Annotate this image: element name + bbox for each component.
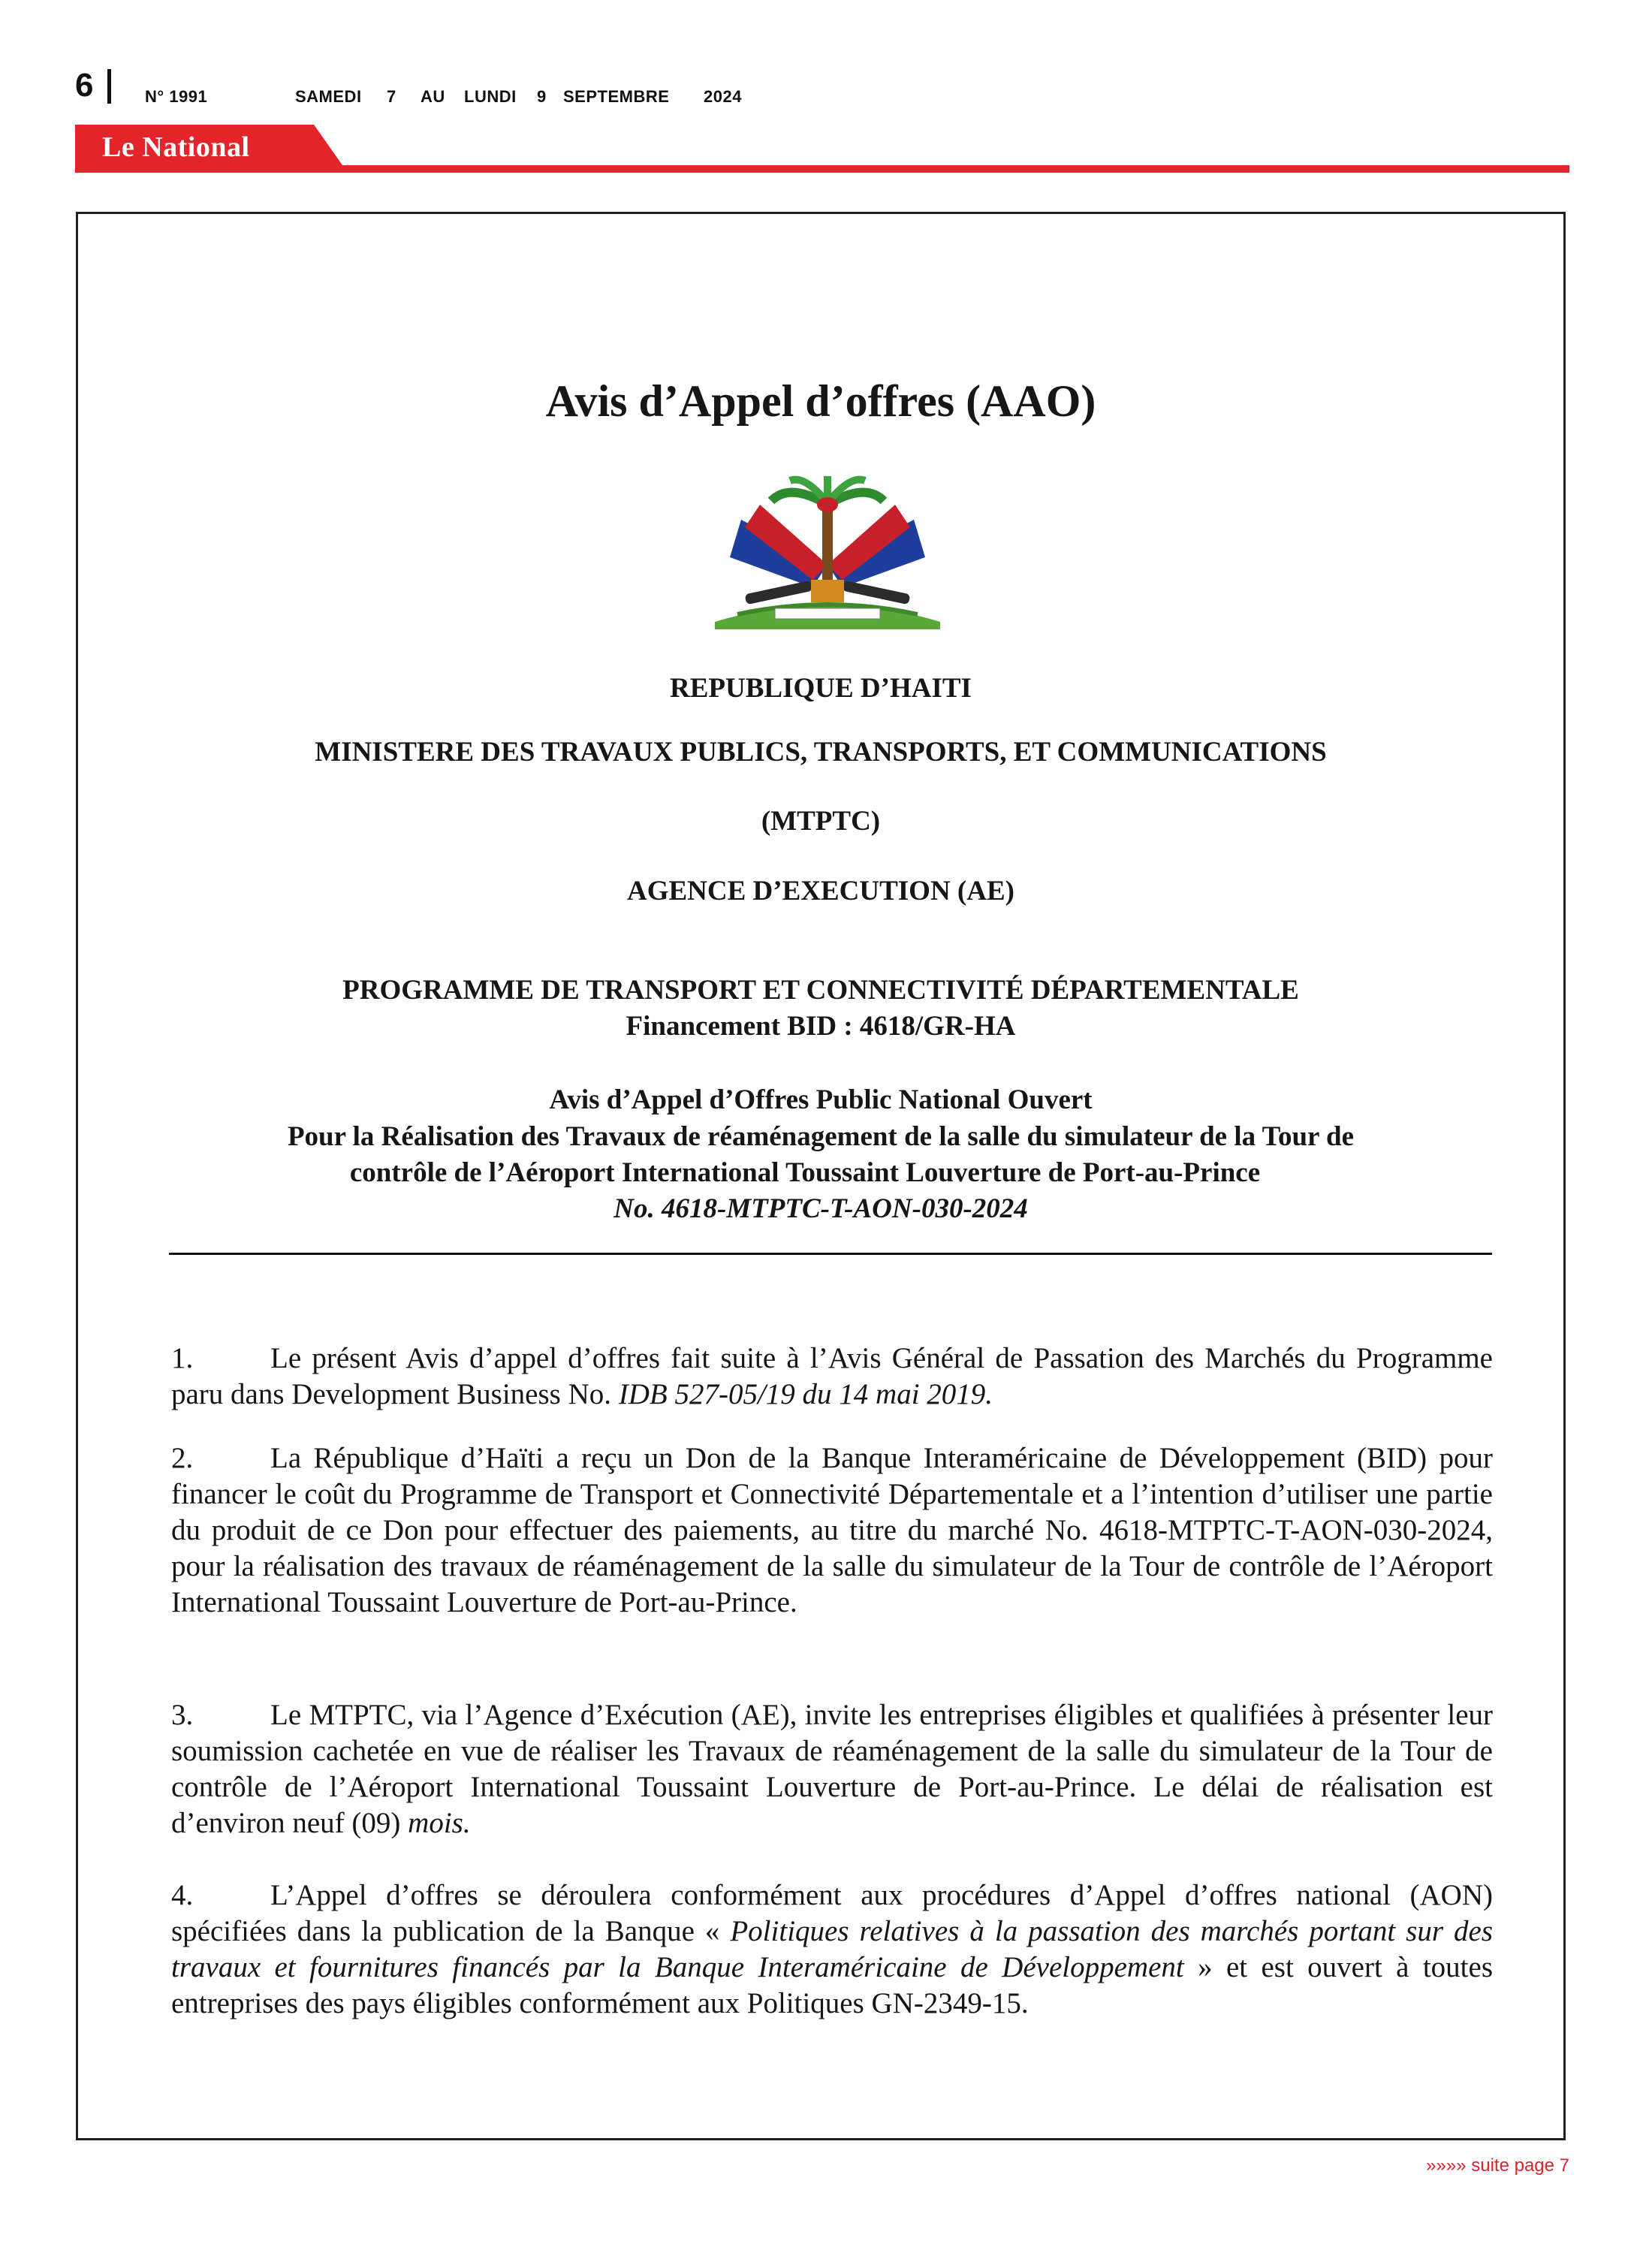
page-number: 6 bbox=[75, 67, 94, 104]
avis-heading: Avis d’Appel d’Offres Public National Ouvert bbox=[549, 1084, 1093, 1115]
paragraph-1 bbox=[171, 1341, 1493, 1413]
paragraph-text: Le MTPTC, via l’Agence d’Exécution (AE), invite les entreprises éligibles et qualifiées à présenter leur soumission cachetée en vue de réaliser les Travaux de réaménagement de la salle du simulateur de la Tour de contrôle de l’Aéroport International Toussaint Louverture de Port-au-Prince. Le délai de réalisation est d’environ neuf (09) bbox=[171, 1699, 1493, 1839]
agency-heading: AGENCE D’EXECUTION (AE) bbox=[627, 876, 1014, 906]
object-line-2: contrôle de l’Aéroport International Toussaint Louverture de Port-au-Prince bbox=[349, 1157, 1261, 1188]
notice-title: Avis d’Appel d’offres (AAO) bbox=[545, 376, 1096, 426]
date-num-end: 9 bbox=[537, 87, 547, 106]
paragraph-number: 4. bbox=[171, 1879, 194, 1911]
brand-name: Le National bbox=[102, 131, 250, 163]
paragraph-3 bbox=[171, 1697, 1493, 1841]
paragraph-text: Le présent Avis d’appel d’offres fait suite à l’Avis Général de Passation des Marchés du Programme paru dans Development Business No. bbox=[171, 1342, 1493, 1410]
financing-line: Financement BID : 4618/GR-HA bbox=[626, 1011, 1016, 1042]
date-day-start: SAMEDI bbox=[295, 87, 362, 106]
coat-of-arms-icon bbox=[700, 475, 955, 632]
ministry-heading: MINISTERE DES TRAVAUX PUBLICS, TRANSPORTS, ET COMMUNICATIONS bbox=[315, 737, 1327, 768]
paragraph-2 bbox=[171, 1440, 1493, 1621]
date-year: 2024 bbox=[704, 87, 742, 106]
paragraph-italic: Politiques relatives à la passation des marchés portant sur des travaux et fournitures financés par la Banque Interaméricaine de Développement bbox=[171, 1915, 1493, 1983]
paragraph-italic: IDB 527-05/19 du 14 mai 2019. bbox=[618, 1378, 993, 1410]
date-month: SEPTEMBRE bbox=[563, 87, 670, 106]
date-num-start: 7 bbox=[387, 87, 396, 106]
paragraph-text-after: » et est ouvert à toutes entreprises des pays éligibles conformément aux Politiques GN-2349-15. bbox=[171, 1951, 1493, 2019]
paragraph-number: 2. bbox=[171, 1442, 194, 1474]
heading-separator bbox=[169, 1253, 1492, 1255]
date-day-end: LUNDI bbox=[464, 87, 517, 106]
republic-heading: REPUBLIQUE D’HAITI bbox=[670, 673, 972, 704]
issue-number: N° 1991 bbox=[145, 87, 208, 106]
paragraph-italic: mois. bbox=[408, 1807, 471, 1839]
paragraph-text-before: L’Appel d’offres se déroulera conformément aux procédures d’Appel d’offres national (AON) spécifiées dans la publication de la Banque « bbox=[171, 1879, 1493, 1947]
paragraph-4 bbox=[171, 1878, 1493, 2022]
reference-number: No. 4618-MTPTC-T-AON-030-2024 bbox=[613, 1193, 1028, 1224]
program-heading: PROGRAMME DE TRANSPORT ET CONNECTIVITÉ DÉPARTEMENTALE bbox=[342, 975, 1299, 1006]
continued-link[interactable]: »»»» suite page 7 bbox=[1426, 2155, 1569, 2176]
object-line-1: Pour la Réalisation des Travaux de réaménagement de la salle du simulateur de la Tour de bbox=[287, 1121, 1355, 1152]
page-number-divider bbox=[107, 69, 111, 104]
paragraph-number: 3. bbox=[171, 1699, 194, 1731]
paragraph-text: La République d’Haïti a reçu un Don de la Banque Interaméricaine de Développement (BID) pour financer le coût du Programme de Transport et Connectivité Départementale et a l’intention d’utiliser une partie du produit de ce Don pour effectuer des paiements, au titre du marché No. 4618-MTPTC-T-AON-030-2024, pour la réalisation des travaux de réaménagement de la salle du simulateur de la Tour de contrôle de l’Aéroport International Toussaint Louverture de Port-au-Prince. bbox=[171, 1442, 1493, 1618]
ministry-acronym: (MTPTC) bbox=[761, 806, 881, 837]
header-rule bbox=[75, 165, 1569, 173]
date-au: AU bbox=[421, 87, 445, 106]
paragraph-number: 1. bbox=[171, 1342, 194, 1374]
